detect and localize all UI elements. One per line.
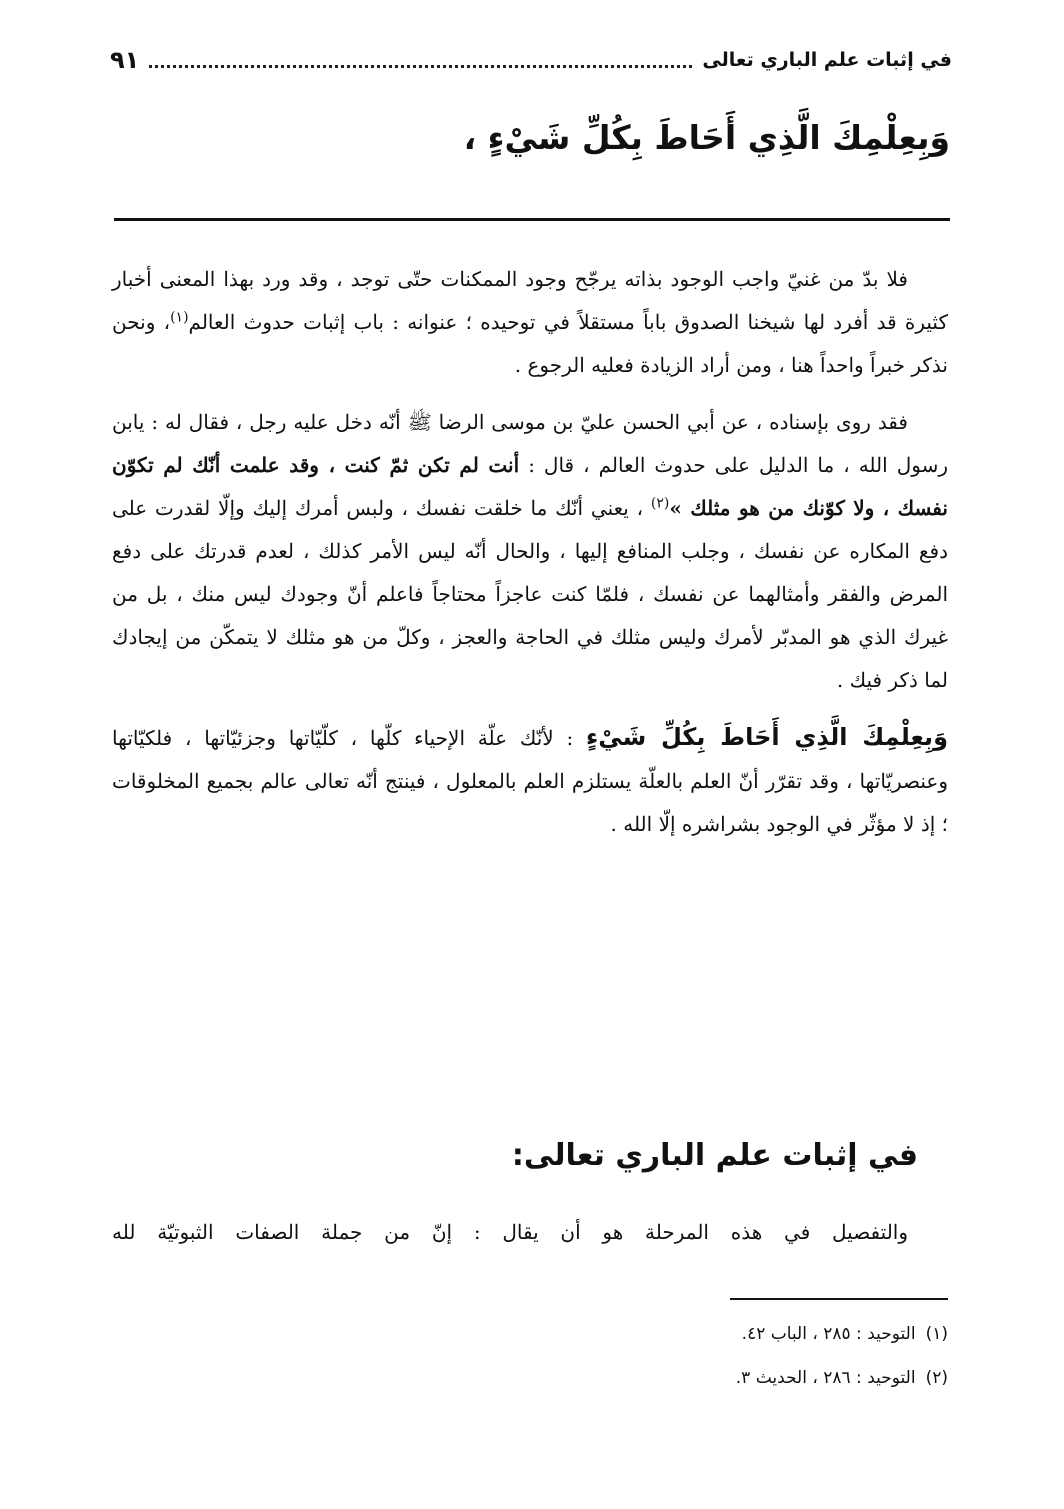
running-title: في إثبات علم الباري تعالى <box>702 49 952 71</box>
section-first-line: والتفصيل في هذه المرحلة هو أن يقال : إنّ من جملة الصفات الثبوتيّة لله <box>112 1220 908 1244</box>
leader-dots <box>149 53 692 68</box>
footnote-2: (٢)التوحيد : ٢٨٦ ، الحديث ٣. <box>735 1368 948 1388</box>
paragraph-2: فقد روى بإسناده ، عن أبي الحسن عليّ بن موسى الرضا ﷺ أنّه دخل عليه رجل ، فقال له : يابن رسول الله ، ما الدليل على حدوث العالم ، قال : أنت لم تكن ثمّ كنت ، وقد علمت أنّك لم تكوّن نفسك ، ولا كوّنك من هو مثلك »$^{(٢)}$ ، يعني أنّك ما خلقت نفسك ، ولبس أمرك إليك وإلّا لقدرت على دفع المكاره عن نفسك ، وجلب المنافع إليها ، والحال أنّه ليس الأمر كذلك ، لعدم قدرتك على دفع المرض والفقر وأمثالهما عن نفسك ، فلمّا كنت عاجزاً محتاجاً فاعلم أنّ وجودك ليس منك ، بل من غيرك الذي هو المدبّر لأمرك وليس مثلك في الحاجة والعجز ، وكلّ من هو مثلك لا يتمكّن من إيجادك لما ذكر فيك . <box>112 410 948 692</box>
section-heading: في إثبات علم الباري تعالى: <box>511 1138 918 1173</box>
paragraph-1: فلا بدّ من غنيّ واجب الوجود بذاته يرجّح وجود الممكنات حتّى توجد ، وقد ورد بهذا المعنى أخبار كثيرة قد أفرد لها شيخنا الصدوق باباً مستقلاً في توحيده ؛ عنوانه : باب إثبات حدوث العالم$^{(١)}$، ونحن نذكر خبراً واحداً هنا ، ومن أراد الزيادة فعليه الرجوع . <box>112 267 948 377</box>
main-text <box>112 258 948 860</box>
footnote-divider <box>730 1298 948 1300</box>
footnotes <box>112 1312 948 1400</box>
page-number: ٩١ <box>110 46 140 74</box>
footnote-ref-1: (١) <box>170 309 189 326</box>
hadith-quote: أنت لم تكن ثمّ كنت ، وقد علمت أنّك لم تكوّن نفسك ، ولا كوّنك من هو مثلك » <box>112 453 948 520</box>
paragraph-3: وَبِعِلْمِكَ الَّذِي أَحَاطَ بِكُلِّ شَيْءٍ : لأنّك علّة الإحياء كلّها ، كلّيّاتها وجزئيّاتها ، فلكيّاتها وعنصريّاتها ، وقد تقرّر أنّ العلم بالعلّة يستلزم العلم بالمعلول ، فينتج أنّه تعالى عالم بجميع المخلوقات ؛ إذ لا مؤثّر في الوجود بشراشره إلّا الله . <box>112 723 948 836</box>
running-header <box>110 38 952 82</box>
footnote-ref-2: (٢) <box>650 495 670 512</box>
verse-heading: وَبِعِلْمِكَ الَّذِي أَحَاطَ بِكُلِّ شَيْءٍ ، <box>463 118 950 157</box>
heading-divider <box>114 218 950 221</box>
inline-verse: وَبِعِلْمِكَ الَّذِي أَحَاطَ بِكُلِّ شَيْءٍ <box>586 723 948 751</box>
footnote-1: (١)التوحيد : ٢٨٥ ، الباب ٤٢. <box>741 1324 948 1344</box>
